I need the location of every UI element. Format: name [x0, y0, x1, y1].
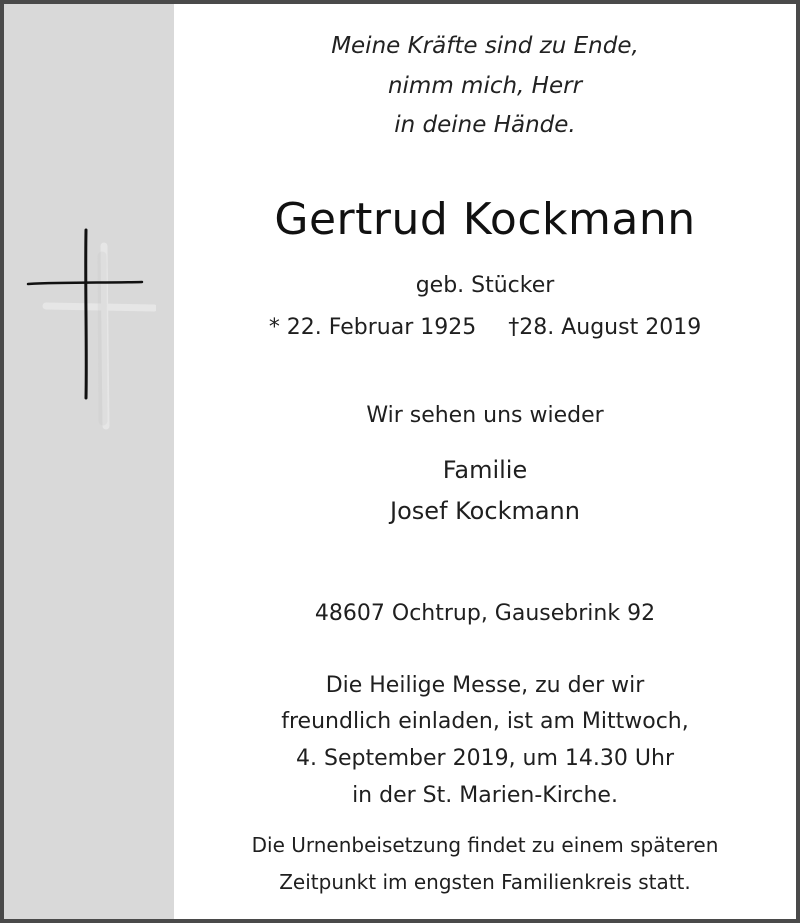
burial-line: Die Urnenbeisetzung findet zu einem späteren — [251, 833, 719, 857]
birth-date: * 22. Februar 1925 — [268, 315, 477, 340]
maiden-name: geb. Stücker — [415, 273, 555, 298]
verse-line: in deine Hände. — [394, 112, 576, 138]
deceased-name: Gertrud Kockmann — [274, 194, 696, 245]
address: 48607 Ochtrup, Gausebrink 92 — [314, 601, 656, 626]
side-panel — [4, 4, 174, 919]
cross-icon — [26, 226, 156, 436]
mass-line: in der St. Marien-Kirche. — [352, 783, 618, 808]
obituary-content — [174, 4, 796, 919]
death-date: †28. August 2019 — [508, 315, 702, 340]
mass-line: freundlich einladen, ist am Mittwoch, — [281, 709, 689, 734]
verse-line: nimm mich, Herr — [387, 73, 583, 99]
farewell-text: Wir sehen uns wieder — [366, 403, 604, 428]
verse-line: Meine Kräfte sind zu Ende, — [331, 33, 639, 59]
life-dates — [174, 315, 796, 340]
mass-line: 4. September 2019, um 14.30 Uhr — [296, 746, 674, 771]
family-line: Josef Kockmann — [390, 497, 580, 525]
mass-line: Die Heilige Messe, zu der wir — [325, 673, 645, 698]
family-line: Familie — [442, 456, 528, 484]
burial-line: Zeitpunkt im engsten Familienkreis statt. — [279, 870, 691, 894]
